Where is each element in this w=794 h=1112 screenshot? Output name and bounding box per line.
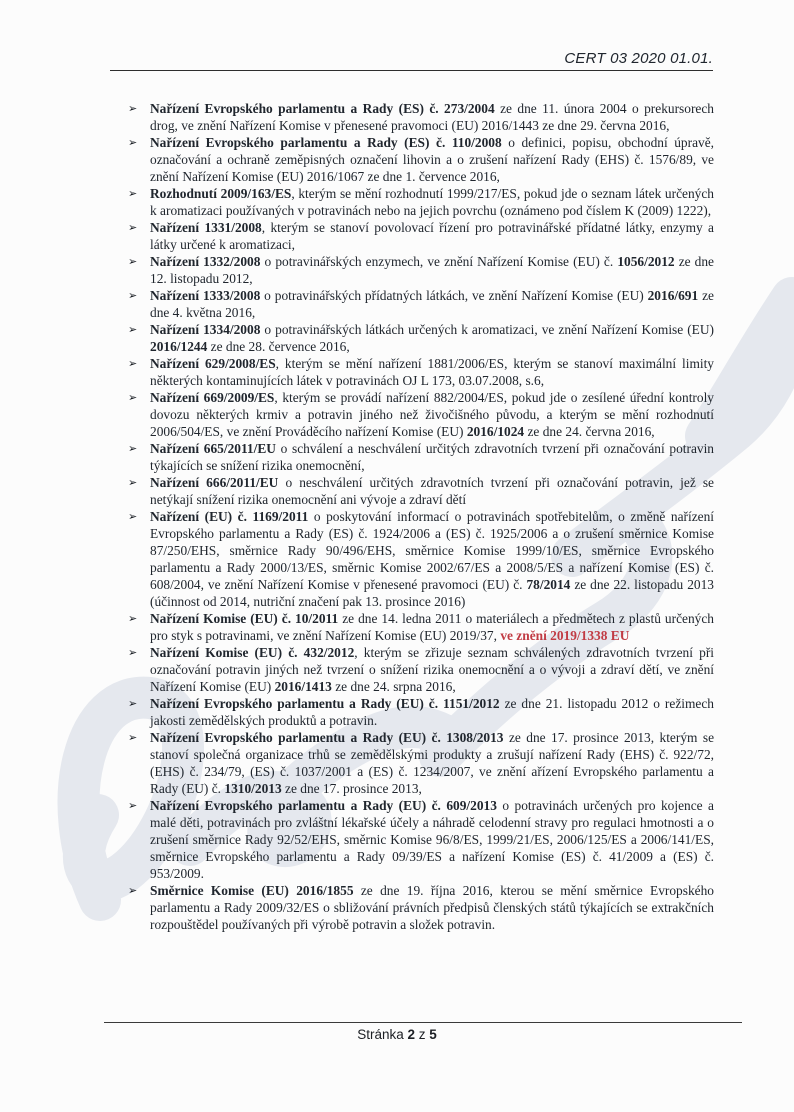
regulation-item <box>128 321 714 355</box>
regulation-text: Nařízení Evropského parlamentu a Rady (ES) č. 273/2004 ze dne 11. února 2004 o prekursorech drog, ve znění Nařízení Komise v přenesené pravomoci (EU) 2016/1443 ze dne 29. června 2016, <box>150 101 714 133</box>
regulation-text: Nařízení Komise (EU) č. 432/2012, kterým se zřizuje seznam schválených zdravotních tvrzení při označování potravin jiných než tvrzení o snížení rizika onemocnění a o vývoji a zdraví dětí, ve znění Nařízení Komise (EU) 2016/1413 ze dne 24. srpna 2016, <box>150 645 714 694</box>
regulation-item <box>128 389 714 440</box>
footer-current-page: 2 <box>407 1027 415 1042</box>
arrowhead-bullet-icon: ➢ <box>128 187 138 200</box>
regulation-text: Nařízení 1334/2008 o potravinářských látkách určených k aromatizaci, ve znění Nařízení Komise (EU) 2016/1244 ze dne 28. července 2016, <box>150 322 714 354</box>
arrowhead-bullet-icon: ➢ <box>128 221 138 234</box>
regulation-item <box>128 797 714 882</box>
regulation-text: Rozhodnutí 2009/163/ES, kterým se mění rozhodnutí 1999/217/ES, pokud jde o seznam látek určených k aromatizaci používaných v potravinách nebo na jejich povrchu (oznámeno pod číslem K (2009) 1222), <box>150 186 715 218</box>
footer-divider <box>104 1022 742 1023</box>
regulation-text: Nařízení 666/2011/EU o neschválení určitých zdravotních tvrzení při označování potravin, jež se netýkají snížení rizika onemocnění ani vývoje a zdraví dětí <box>150 475 715 507</box>
regulation-item <box>128 882 714 933</box>
regulation-item <box>128 644 714 695</box>
regulation-list <box>128 100 714 933</box>
document-code-header <box>110 50 713 71</box>
regulation-item <box>128 508 714 610</box>
arrowhead-bullet-icon: ➢ <box>128 697 138 710</box>
regulation-text: Nařízení Evropského parlamentu a Rady (EU) č. 1151/2012 ze dne 21. listopadu 2012 o režimech jakosti zemědělských produktů a potravin. <box>150 696 714 728</box>
regulation-text: Nařízení 669/2009/ES, kterým se provádí nařízení 882/2004/ES, pokud jde o zesílené úřední kontroly dovozu některých krmiv a potravin jiného než živočišného původu, a kterým se mění rozhodnutí 2006/504/ES, ve znění Prováděcího nařízení Komise (EU) 2016/1024 ze dne 24. června 2016, <box>150 390 714 439</box>
regulation-item <box>128 100 714 134</box>
regulation-text: Nařízení 1333/2008 o potravinářských přídatných látkách, ve znění Nařízení Komise (EU) 2016/691 ze dne 4. května 2016, <box>150 288 714 320</box>
regulation-item <box>128 695 714 729</box>
regulation-text: Směrnice Komise (EU) 2016/1855 ze dne 19. října 2016, kterou se mění směrnice Evropského parlamentu a Rady 2009/32/ES o sbližování právních předpisů členských států týkajících se extrakčních rozpouštědel používaných při výrobě potravin a složek potravin. <box>150 883 714 932</box>
regulation-text: Nařízení 665/2011/EU o schválení a neschválení určitých zdravotních tvrzení při označování potravin týkajících se snížení rizika onemocnění, <box>150 441 714 473</box>
regulation-text: Nařízení Evropského parlamentu a Rady (ES) č. 110/2008 o definici, popisu, obchodní úpravě, označování a ochraně zeměpisných označení lihovin a o zrušení nařízení Rady (EHS) č. 1576/89, ve znění Nařízení Komise (EU) 2016/1067 ze dne 1. července 2016, <box>150 135 715 184</box>
arrowhead-bullet-icon: ➢ <box>128 255 138 268</box>
footer-label: Stránka <box>357 1027 404 1042</box>
arrowhead-bullet-icon: ➢ <box>128 884 138 897</box>
arrowhead-bullet-icon: ➢ <box>128 442 138 455</box>
arrowhead-bullet-icon: ➢ <box>128 357 138 370</box>
regulation-text: Nařízení Evropského parlamentu a Rady (EU) č. 1308/2013 ze dne 17. prosince 2013, kterým se stanoví společná organizace trhů se zemědělskými produkty a zrušují nařízení Rady (EHS) č. 922/72, (EHS) č. 234/79, (ES) č. 1037/2001 a (ES) č. 1234/2007, ve znění ařízení Evropského parlamentu a Rady (EU) č. 1310/2013 ze dne 17. prosince 2013, <box>150 730 715 796</box>
regulation-item <box>128 253 714 287</box>
regulation-text: Nařízení Evropského parlamentu a Rady (EU) č. 609/2013 o potravinách určených pro kojence a malé děti, potravinách pro zvláštní lékařské účely a náhradě celodenní stravy pro regulaci hmotnosti a o zrušení směrnice Rady 92/52/EHS, směrnic Komise 96/8/ES, 1999/21/ES, 2006/125/ES a 2006/141/ES, směrnice Evropského parlamentu a Rady 09/39/ES a nařízení Komise (ES) č. 41/2009 a (ES) č. 953/2009. <box>150 798 714 881</box>
arrowhead-bullet-icon: ➢ <box>128 612 138 625</box>
arrowhead-bullet-icon: ➢ <box>128 102 138 115</box>
regulation-item <box>128 729 714 797</box>
regulation-text: Nařízení 1332/2008 o potravinářských enzymech, ve znění Nařízení Komise (EU) č. 1056/2012 ze dne 12. listopadu 2012, <box>150 254 714 286</box>
regulation-item <box>128 440 714 474</box>
arrowhead-bullet-icon: ➢ <box>128 646 138 659</box>
regulation-item <box>128 610 714 644</box>
arrowhead-bullet-icon: ➢ <box>128 731 138 744</box>
arrowhead-bullet-icon: ➢ <box>128 323 138 336</box>
arrowhead-bullet-icon: ➢ <box>128 391 138 404</box>
footer-total-pages: 5 <box>429 1027 437 1042</box>
arrowhead-bullet-icon: ➢ <box>128 799 138 812</box>
regulation-item <box>128 219 714 253</box>
regulation-item <box>128 287 714 321</box>
regulation-item <box>128 355 714 389</box>
regulation-text: Nařízení 629/2008/ES, kterým se mění nařízení 1881/2006/ES, kterým se stanoví maximální limity některých kontaminujících látek v potravinách OJ L 173, 03.07.2008, s.6, <box>150 356 714 388</box>
arrowhead-bullet-icon: ➢ <box>128 289 138 302</box>
page-number-footer <box>0 1027 794 1042</box>
arrowhead-bullet-icon: ➢ <box>128 510 138 523</box>
regulation-item <box>128 474 714 508</box>
regulation-item <box>128 134 714 185</box>
arrowhead-bullet-icon: ➢ <box>128 476 138 489</box>
regulation-text: Nařízení Komise (EU) č. 10/2011 ze dne 14. ledna 2011 o materiálech a předmětech z plastů určených pro styk s potravinami, ve znění Nařízení Komise (EU) 2019/37, ve znění 2019/1338 EU <box>150 611 714 643</box>
regulation-text: Nařízení 1331/2008, kterým se stanoví povolovací řízení pro potravinářské přídatné látky, enzymy a látky určené k aromatizaci, <box>150 220 714 252</box>
regulation-text: Nařízení (EU) č. 1169/2011 o poskytování informací o potravinách spotřebitelům, o změně nařízení Evropského parlamentu a Rady (ES) č. 1924/2006 a (ES) č. 1925/2006 a o zrušení směrnice Komise 87/250/EHS, směrnice Rady 90/496/EHS, směrnice Komise 1999/10/ES, směrnice Evropského parlamentu a Rady 2000/13/ES, směrnic Komise 2002/67/ES a 2008/5/ES a nařízení Komise (ES) č. 608/2004, ve znění Nařízení Komise v přenesené pravomoci (EU) č. 78/2014 ze dne 22. listopadu 2013 (účinnost od 2014, nutriční značení pak 13. prosince 2016) <box>150 509 714 609</box>
footer-separator: z <box>418 1027 426 1042</box>
document-code: CERT 03 2020 01.01. <box>564 50 713 67</box>
regulation-item <box>128 185 714 219</box>
arrowhead-bullet-icon: ➢ <box>128 136 138 149</box>
